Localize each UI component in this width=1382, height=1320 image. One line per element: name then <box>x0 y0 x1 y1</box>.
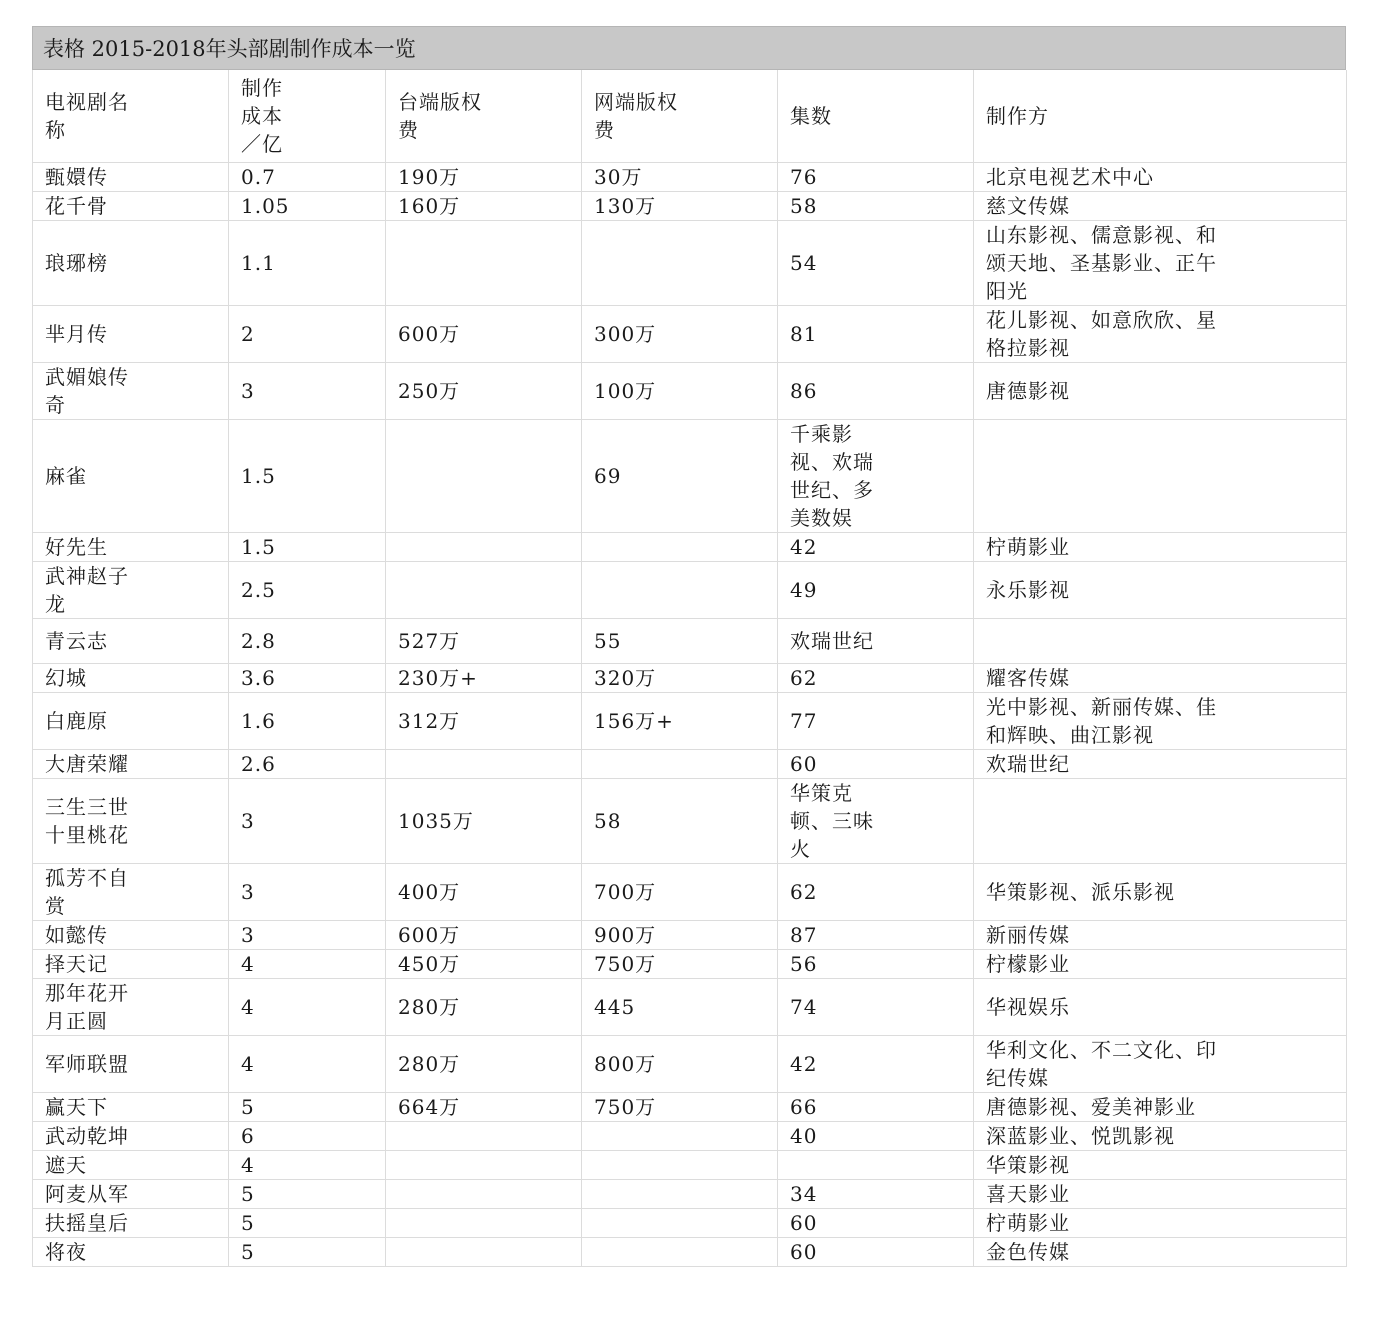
table-cell <box>386 532 582 561</box>
table-cell: 320万 <box>582 663 778 692</box>
table-row <box>33 220 1347 305</box>
table-cell: 30万 <box>582 162 778 191</box>
table-cell: 56 <box>778 949 974 978</box>
table-row <box>33 692 1347 749</box>
table-caption: 表格 2015-2018年头部剧制作成本一览 <box>32 26 1346 70</box>
table-cell: 赢天下 <box>33 1092 229 1121</box>
table-cell: 700万 <box>582 863 778 920</box>
table-cell: 77 <box>778 692 974 749</box>
table-cell: 北京电视艺术中心 <box>974 162 1347 191</box>
table-cell <box>582 1237 778 1266</box>
table-row <box>33 305 1347 362</box>
table-cell: 唐德影视 <box>974 362 1347 419</box>
table-cell: 445 <box>582 978 778 1035</box>
table-row <box>33 1150 1347 1179</box>
table-cell <box>582 1179 778 1208</box>
table-cell: 甄嬛传 <box>33 162 229 191</box>
table-cell <box>778 1150 974 1179</box>
table-cell: 芈月传 <box>33 305 229 362</box>
document-table <box>32 26 1346 1267</box>
table-cell <box>974 778 1347 863</box>
table-cell: 2.6 <box>229 749 386 778</box>
table-cell: 欢瑞世纪 <box>778 618 974 663</box>
table-cell: 312万 <box>386 692 582 749</box>
table-cell <box>386 1237 582 1266</box>
table-cell: 4 <box>229 1150 386 1179</box>
table-cell <box>582 561 778 618</box>
table-cell <box>582 1121 778 1150</box>
table-cell <box>386 1121 582 1150</box>
table-cell: 40 <box>778 1121 974 1150</box>
table-cell <box>582 220 778 305</box>
table-cell: 华利文化、不二文化、印 纪传媒 <box>974 1035 1347 1092</box>
table-row <box>33 362 1347 419</box>
table-cell: 62 <box>778 863 974 920</box>
table-cell: 3 <box>229 778 386 863</box>
table-cell: 青云志 <box>33 618 229 663</box>
table-cell: 2 <box>229 305 386 362</box>
table-cell: 花儿影视、如意欣欣、星 格拉影视 <box>974 305 1347 362</box>
table-cell <box>582 532 778 561</box>
table-cell: 34 <box>778 1179 974 1208</box>
table-cell: 4 <box>229 1035 386 1092</box>
table-cell: 择天记 <box>33 949 229 978</box>
table-cell: 军师联盟 <box>33 1035 229 1092</box>
table-cell: 5 <box>229 1237 386 1266</box>
table-row <box>33 561 1347 618</box>
table-cell: 60 <box>778 1208 974 1237</box>
table-cell: 新丽传媒 <box>974 920 1347 949</box>
table-cell: 62 <box>778 663 974 692</box>
table-cell: 527万 <box>386 618 582 663</box>
table-cell: 42 <box>778 1035 974 1092</box>
table-cell: 扶摇皇后 <box>33 1208 229 1237</box>
table-row <box>33 162 1347 191</box>
table-cell: 76 <box>778 162 974 191</box>
table-cell: 遮天 <box>33 1150 229 1179</box>
table-cell <box>386 419 582 532</box>
table-cell: 3 <box>229 863 386 920</box>
table-cell: 250万 <box>386 362 582 419</box>
header-row <box>33 70 1347 162</box>
table-cell: 300万 <box>582 305 778 362</box>
table-cell: 280万 <box>386 978 582 1035</box>
table-cell: 49 <box>778 561 974 618</box>
table-cell: 130万 <box>582 191 778 220</box>
table-cell: 4 <box>229 949 386 978</box>
table-cell: 武神赵子 龙 <box>33 561 229 618</box>
table-cell: 42 <box>778 532 974 561</box>
table-cell: 160万 <box>386 191 582 220</box>
table-cell: 600万 <box>386 920 582 949</box>
table-row <box>33 663 1347 692</box>
table-row <box>33 1092 1347 1121</box>
table-cell <box>582 1208 778 1237</box>
table-cell: 慈文传媒 <box>974 191 1347 220</box>
table-cell <box>386 561 582 618</box>
table-cell: 69 <box>582 419 778 532</box>
table-cell: 华策影视、派乐影视 <box>974 863 1347 920</box>
table-cell: 永乐影视 <box>974 561 1347 618</box>
table-cell: 87 <box>778 920 974 949</box>
table-cell: 华策影视 <box>974 1150 1347 1179</box>
table-cell: 156万+ <box>582 692 778 749</box>
table-cell: 60 <box>778 749 974 778</box>
table-cell: 金色传媒 <box>974 1237 1347 1266</box>
table-cell: 1.1 <box>229 220 386 305</box>
table-cell: 86 <box>778 362 974 419</box>
table-cell: 白鹿原 <box>33 692 229 749</box>
table-cell <box>386 1208 582 1237</box>
table-cell: 58 <box>582 778 778 863</box>
table-cell: 5 <box>229 1208 386 1237</box>
table-cell: 三生三世 十里桃花 <box>33 778 229 863</box>
table-cell <box>974 618 1347 663</box>
table-cell: 66 <box>778 1092 974 1121</box>
table-cell: 664万 <box>386 1092 582 1121</box>
table-cell: 60 <box>778 1237 974 1266</box>
table-row <box>33 618 1347 663</box>
table-cell: 耀客传媒 <box>974 663 1347 692</box>
header-cell: 台端版权 费 <box>386 70 582 162</box>
table-cell: 800万 <box>582 1035 778 1092</box>
table-row <box>33 1035 1347 1092</box>
table-cell: 280万 <box>386 1035 582 1092</box>
table-cell: 0.7 <box>229 162 386 191</box>
table-cell: 3 <box>229 920 386 949</box>
table-row <box>33 863 1347 920</box>
table-row <box>33 978 1347 1035</box>
table-cell: 幻城 <box>33 663 229 692</box>
table-cell: 山东影视、儒意影视、和 颂天地、圣基影业、正午 阳光 <box>974 220 1347 305</box>
table-cell: 81 <box>778 305 974 362</box>
table-cell: 琅琊榜 <box>33 220 229 305</box>
cost-table <box>32 70 1347 1267</box>
table-cell: 450万 <box>386 949 582 978</box>
table-cell: 4 <box>229 978 386 1035</box>
table-cell: 花千骨 <box>33 191 229 220</box>
table-row <box>33 191 1347 220</box>
table-cell <box>386 1179 582 1208</box>
table-cell: 柠萌影业 <box>974 1208 1347 1237</box>
table-row <box>33 920 1347 949</box>
header-cell: 集数 <box>778 70 974 162</box>
table-cell: 2.8 <box>229 618 386 663</box>
table-cell: 58 <box>778 191 974 220</box>
table-row <box>33 1179 1347 1208</box>
table-cell: 大唐荣耀 <box>33 749 229 778</box>
table-cell: 武媚娘传 奇 <box>33 362 229 419</box>
table-cell <box>386 749 582 778</box>
table-cell: 750万 <box>582 1092 778 1121</box>
header-cell: 制作方 <box>974 70 1347 162</box>
table-cell: 孤芳不自 赏 <box>33 863 229 920</box>
table-row <box>33 949 1347 978</box>
table-cell: 750万 <box>582 949 778 978</box>
table-row <box>33 778 1347 863</box>
table-cell: 1.6 <box>229 692 386 749</box>
table-cell: 喜天影业 <box>974 1179 1347 1208</box>
header-cell: 电视剧名 称 <box>33 70 229 162</box>
table-cell: 1035万 <box>386 778 582 863</box>
table-cell: 麻雀 <box>33 419 229 532</box>
table-cell: 1.05 <box>229 191 386 220</box>
table-cell <box>974 419 1347 532</box>
table-cell: 柠萌影业 <box>974 532 1347 561</box>
table-cell: 230万+ <box>386 663 582 692</box>
table-cell: 5 <box>229 1092 386 1121</box>
table-cell: 好先生 <box>33 532 229 561</box>
table-cell: 千乘影 视、欢瑞 世纪、多 美数娱 <box>778 419 974 532</box>
table-cell: 2.5 <box>229 561 386 618</box>
table-cell <box>386 220 582 305</box>
table-cell: 阿麦从军 <box>33 1179 229 1208</box>
table-cell: 光中影视、新丽传媒、佳 和辉映、曲江影视 <box>974 692 1347 749</box>
table-row <box>33 1237 1347 1266</box>
table-cell: 3.6 <box>229 663 386 692</box>
table-cell: 190万 <box>386 162 582 191</box>
table-row <box>33 1121 1347 1150</box>
table-cell: 55 <box>582 618 778 663</box>
table-cell: 唐德影视、爱美神影业 <box>974 1092 1347 1121</box>
table-cell: 5 <box>229 1179 386 1208</box>
table-cell: 那年花开 月正圆 <box>33 978 229 1035</box>
table-cell: 900万 <box>582 920 778 949</box>
table-cell: 100万 <box>582 362 778 419</box>
table-row <box>33 749 1347 778</box>
table-cell: 1.5 <box>229 419 386 532</box>
table-row <box>33 532 1347 561</box>
table-cell: 如懿传 <box>33 920 229 949</box>
table-cell: 1.5 <box>229 532 386 561</box>
table-cell: 74 <box>778 978 974 1035</box>
table-cell: 6 <box>229 1121 386 1150</box>
table-cell: 600万 <box>386 305 582 362</box>
header-cell: 制作 成本 ／亿 <box>229 70 386 162</box>
table-row <box>33 1208 1347 1237</box>
table-cell: 柠檬影业 <box>974 949 1347 978</box>
table-row <box>33 419 1347 532</box>
table-cell: 武动乾坤 <box>33 1121 229 1150</box>
table-cell: 深蓝影业、悦凯影视 <box>974 1121 1347 1150</box>
table-cell <box>582 749 778 778</box>
table-cell: 华策克 顿、三味 火 <box>778 778 974 863</box>
table-cell <box>386 1150 582 1179</box>
table-cell: 3 <box>229 362 386 419</box>
table-cell: 400万 <box>386 863 582 920</box>
table-cell: 华视娱乐 <box>974 978 1347 1035</box>
table-cell: 将夜 <box>33 1237 229 1266</box>
table-cell: 欢瑞世纪 <box>974 749 1347 778</box>
header-cell: 网端版权 费 <box>582 70 778 162</box>
table-cell <box>582 1150 778 1179</box>
table-cell: 54 <box>778 220 974 305</box>
